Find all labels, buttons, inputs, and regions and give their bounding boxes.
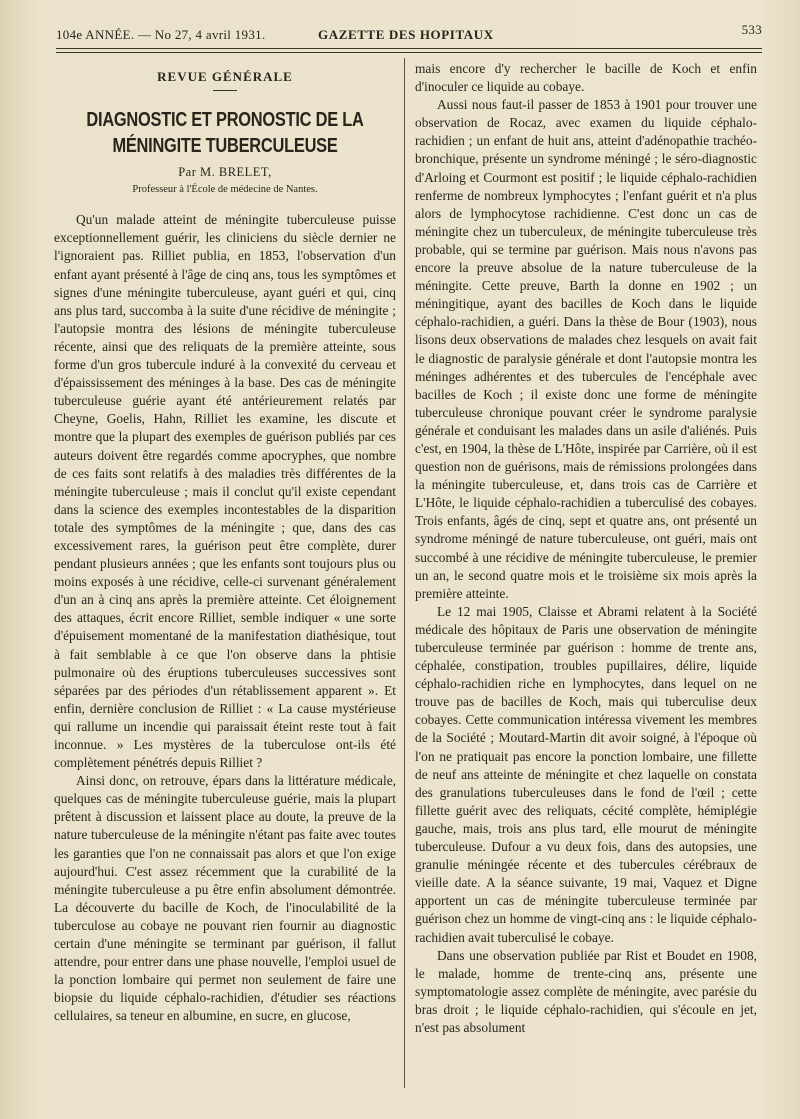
paragraph: Qu'un malade atteint de méningite tuberculeuse puisse exceptionnellement guérir, les cliniciens du siècle dernier ne l'ignoraient pas. Rilliet publia, en 1853, l'observation d'un enfant ayant présenté à l'âge de cinq ans, tous les symptômes et signes d'une méningite tuberculeuse, ayant guéri et qui, cinq ans plus tard, succomba à la suite d'une récidive de méningite ; l'autopsie montra des lésions de méningite tuberculeuse récente, ainsi que des reliquats de la première atteinte, sous forme d'un gros tubercule induré à la convexité du cerveau et d'épaississement des méninges à la base. Des cas de méningite tuberculeuse guérie ayant été antérieurement relatés par Cheyne, Goelis, Hahn, Rilliet les examine, les discute et montre que la plupart des exemples de guérison publiés par ces auteurs doivent être regardés comme apocryphes, que nombre de ces faits sont relatifs à des maladies très différentes de la méningite tuberculeuse ; mais il conclut qu'il existe cependant dans la science des exemples incontestables de la disparition totale des symptômes de la méningite ; que, dans des cas excessivement rares, la guérison peut être complète, durer pendant plusieurs années ; que les enfants sont toujours plus ou moins exposés à une récidive, celle-ci survenant généralement d'un an à cinq ans après la première atteinte. Cet éloignement des attaques, écrit encore Rilliet, semble indiquer « une sorte d'épuisement momentané de la manifestation diathésique, tout à fait semblable à ce que l'on observe dans la phtisie pulmonaire où des éruptions tuberculeuses successives sont séparées par des périodes d'un rétablissement apparent ». Et enfin, dernière conclusion de Rilliet : « La cause mystérieuse qui rallume un incendie qui paraissait éteint reste tout à fait inconnue. » Les mystères de la tuberculose ont-ils été complètement pénétrés depuis Rilliet ? bbox=[54, 212, 396, 771]
paragraph: Dans une observation publiée par Rist et Boudet en 1908, le malade, homme de trente-cinq ans, présente une symptomatologie assez complète de méningite, avec parésie du bras droit ; le liquide céphalo-rachidien, qui s'écoule en jet, n'est pas absolument bbox=[415, 947, 757, 1035]
paragraph: Ainsi donc, on retrouve, épars dans la littérature médicale, quelques cas de méningite tuberculeuse guérie, mais la plupart prêtent à discussion et laissent place au doute, la preuve de la nature tuberculeuse de la méningite n'étant pas faite avec toutes les garanties que l'on ne connaissait pas alors et que l'on exige aujourd'hui. C'est assez récemment que la curabilité de la méningite tuberculeuse a pu être enfin absolument démontrée. La découverte du bacille de Koch, de l'inoculabilité de la tuberculose au cobaye ne pouvant rien fournir au diagnostic certain d'une méningite se terminant par guérison, il fallut attendre, pour entrer dans une phase nouvelle, l'emploi usuel de la ponction lombaire qui permet non seulement de faire une biopsie du liquide céphalo-rachidien, d'étudier ses réactions cellulaires, sa teneur en albumine, en sucre, en glucose, bbox=[54, 773, 396, 1024]
right-column bbox=[415, 60, 757, 1037]
page-number: 533 bbox=[741, 22, 762, 37]
running-header bbox=[56, 22, 762, 42]
left-column bbox=[54, 62, 396, 1026]
section-heading: REVUE GÉNÉRALE bbox=[157, 69, 293, 84]
header-rule-thin bbox=[56, 52, 762, 53]
issue-info: 104e ANNÉE. — No 27, 4 avril 1931. bbox=[56, 27, 266, 42]
paragraph-continued: mais encore d'y rechercher le bacille de Koch et enfin d'inoculer ce liquide au cobaye. bbox=[415, 61, 757, 95]
paragraph: Aussi nous faut-il passer de 1853 à 1901 pour trouver une observation de Rocaz, avec examen du liquide céphalo-rachidien ; un enfant de huit ans, atteint d'adénopathie trachéo-bronchique, présente un syndrome méningé ; le séro-diagnostic d'Arloing et Courmont est positif ; le liquide céphalo-rachidien renferme de nombreux lymphocytes ; l'enfant guérit et n'a plus alors de lymphocytose rachidienne. C'est donc un cas de méningite chez un tuberculeux, de méningite tuberculeuse très probable, qui se termine par guérison. Mais nous n'avons pas encore la preuve absolue de la nature tuberculeuse de la méningite. Cette preuve, Barth la donne en 1902 ; un méningitique, ayant des bacilles de Koch dans le liquide céphalo-rachidien, a guéri. Dans la thèse de Bour (1903), nous lisons deux observations de malades chez lesquels on avait fait le diagnostic de paralysie générale et dont l'autopsie montra les méninges adhérentes et des tubercules de l'encéphale avec bacilles de Koch ; il existe donc une forme de méningite tuberculeuse chronique pouvant créer le syndrome paralysie générale et conduisant les malades dans un asile d'aliénés. Puis c'est, en 1904, la thèse de L'Hôte, inspirée par Carrière, où il est question non de guérisons, mais de rémissions prolongées dans la méningite tuberculeuse, et, dans trois cas de Carrière et L'Hôte, le liquide céphalo-rachidien a tuberculisé des cobayes. Trois enfants, âgés de cinq, sept et quatre ans, ont présenté un syndrome méningé de nature tuberculeuse, ont guéri, mais ont succombé à une récidive de méningite tuberculeuse, le premier un an, le second quatre mois et le troisième six mois après la première atteinte. bbox=[415, 97, 757, 601]
section-rule bbox=[213, 90, 237, 91]
journal-name: GAZETTE DES HOPITAUX bbox=[318, 27, 494, 42]
paragraph: Le 12 mai 1905, Claisse et Abrami relatent à la Société médicale des hôpitaux de Paris une observation de méningite tuberculeuse terminée par guérison : homme de trente ans, céphalée, constipation, troubles pupillaires, délire, liquide céphalo-rachidien riche en lymphocytes, dans lequel on ne trouve pas de bacilles de Koch, mais qui tuberculise deux cobayes. Cette communication intéressa vivement les membres de la Société ; Moutard-Martin dit avoir soigné, à l'époque où l'on ne pratiquait pas encore la ponction lombaire, une fillette de neuf ans atteinte de méningite et chez laquelle on constata des granulations tuberculeuses dans le fond de l'œil ; cette fillette guérit avec des reliquats, cécité complète, hémiplégie gauche, mais, trois ans plus tard, elle mourut de méningite tuberculeuse. Dufour a vu deux fois, dans des autopsies, une granulie méningée récente et des tubercules cérébraux de vieille date. A la séance suivante, 19 mai, Vaquez et Digne apportent un cas de méningite tuberculeuse terminée par guérison chez un homme de vingt-cinq ans : le liquide céphalo-rachidien avait tuberculisé le cobaye. bbox=[415, 603, 757, 945]
author-affiliation: Professeur à l'École de médecine de Nantes. bbox=[132, 184, 318, 196]
column-divider bbox=[404, 58, 405, 1088]
article-title: DIAGNOSTIC ET PRONOSTIC DE LA MÉNINGITE TUBERCULEUSE bbox=[86, 109, 364, 158]
article-author: Par M. BRELET, bbox=[178, 165, 272, 180]
header-rule bbox=[56, 48, 762, 49]
